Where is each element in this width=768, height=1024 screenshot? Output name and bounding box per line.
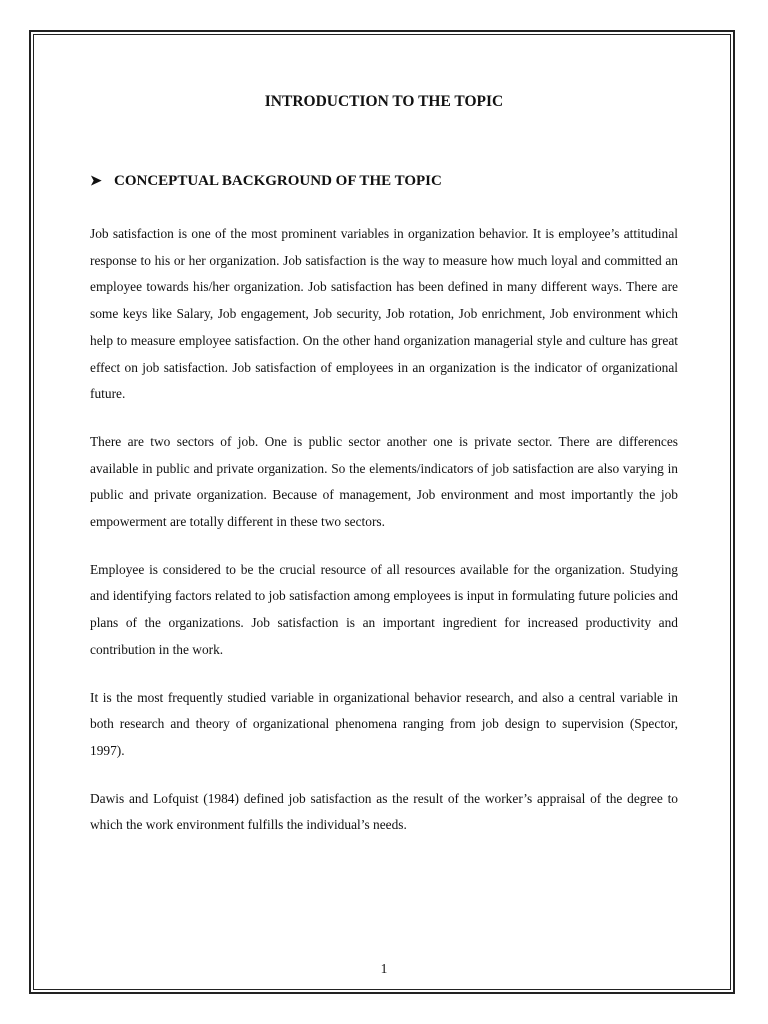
page-title: INTRODUCTION TO THE TOPIC [264,93,504,110]
paragraph-1: Job satisfaction is one of the most prominent variables in organization behavior. It is employee’s attitudinal response to his or her organization. Job satisfaction is the way to measure how much loyal and committed an employee towards his/her organization. Job satisfaction has been defined in many different ways. There are some keys like Salary, Job engagement, Job security, Job rotation, Job enrichment, Job environment which help to measure employee satisfaction. On the other hand organization managerial style and culture has great effect on job satisfaction. Job satisfaction of employees in an organization is the indicator of organizational future. [90,226,678,402]
paragraph-4: It is the most frequently studied variable in organizational behavior research, and also a central variable in both research and theory of organizational phenomena ranging from job design to supervision (Spector, 1997). [90,689,678,758]
paragraph-2: There are two sectors of job. One is public sector another one is private sector. There are differences available in public and private organization. So the elements/indicators of job satisfaction are also varying in public and private organization. Because of management, Job environment and most importantly the job empowerment are totally different in these two sectors. [90,433,678,530]
page-number: 1 [380,961,388,976]
section-heading [90,173,442,190]
arrow-bullet-icon: ➤ [90,173,102,189]
paragraph-5: Dawis and Lofquist (1984) defined job satisfaction as the result of the worker’s appraisal of the degree to which the work environment fulfills the individual’s needs. [90,790,678,833]
section-heading-text: CONCEPTUAL BACKGROUND OF THE TOPIC [114,173,442,189]
body-text [90,221,678,860]
paragraph-3: Employee is considered to be the crucial resource of all resources available for the organization. Studying and identifying factors related to job satisfaction among employees is input in formulating future policies and plans of the organizations. Job satisfaction is an important ingredient for increased productivity and contribution in the work. [90,561,678,657]
